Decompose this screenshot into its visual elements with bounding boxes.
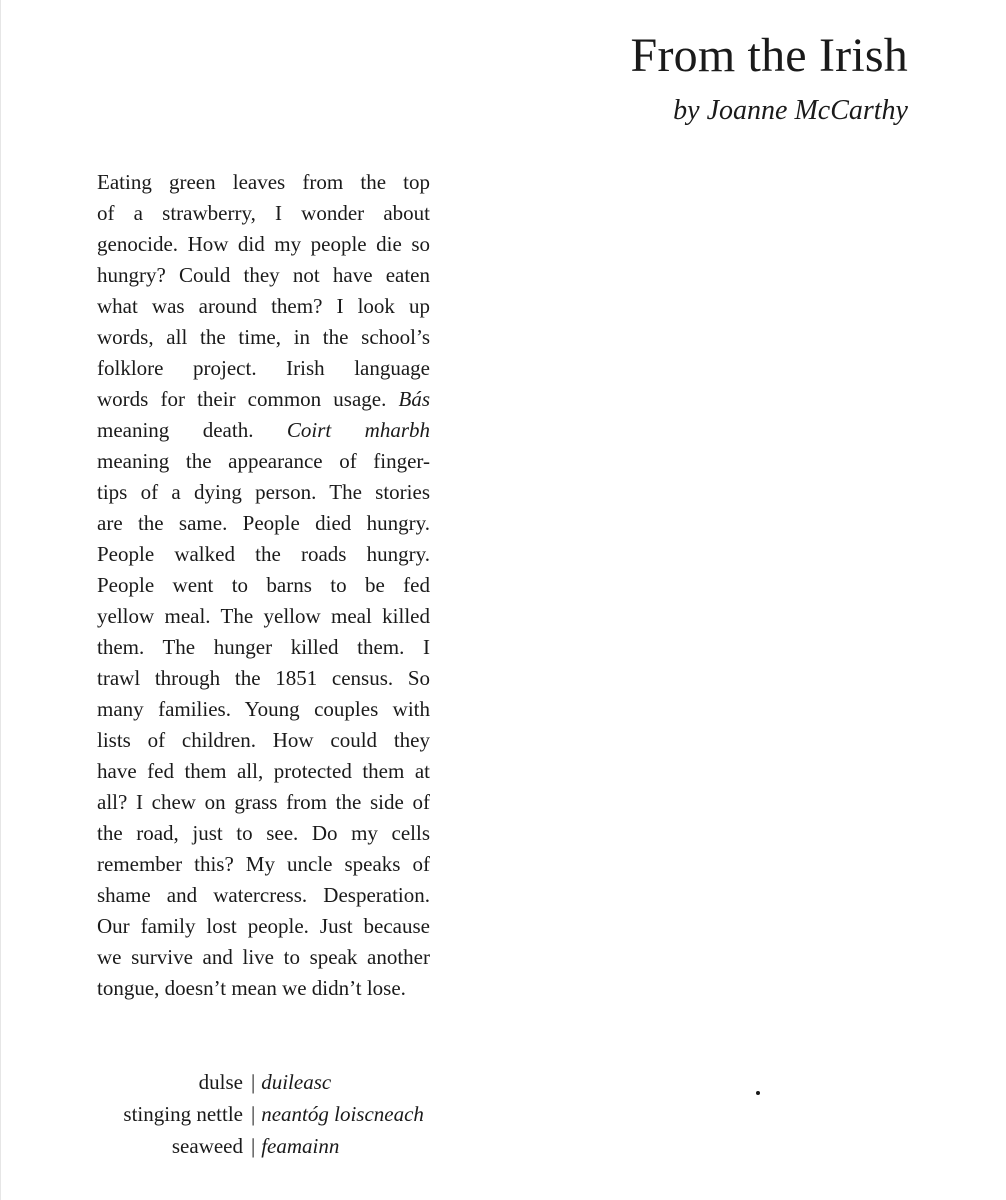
poem-line [97, 601, 430, 632]
glossary-row [97, 1098, 430, 1130]
glossary-row [97, 1130, 430, 1162]
irish-word: Coirt mharbh [286, 418, 430, 442]
poem-line-text: People walked the roads hungry. [97, 542, 430, 566]
poem-line [97, 787, 430, 818]
poem-line [97, 384, 430, 415]
poem-line-text: Our family lost people. Just because [97, 914, 430, 938]
poem-line-text: shame and watercress. Desperation. [97, 883, 430, 907]
glossary-english: seaweed [171, 1134, 243, 1158]
glossary-separator: | [251, 1070, 256, 1094]
poem-line [97, 291, 430, 322]
glossary-irish: feamainn [261, 1134, 340, 1158]
poem-line [97, 663, 430, 694]
poem-line-text: yellow meal. The yellow meal killed [97, 604, 430, 628]
stray-dot-mark [756, 1091, 760, 1095]
poem-line [97, 880, 430, 911]
poem-line [97, 818, 430, 849]
poem-line-text: them. The hunger killed them. I [97, 635, 430, 659]
glossary-english: stinging nettle [123, 1102, 243, 1126]
poem-title: From the Irish [630, 29, 908, 82]
glossary [97, 1066, 430, 1162]
glossary-row [97, 1066, 430, 1098]
poem-body [97, 167, 430, 1004]
poem-line-text: have fed them all, protected them at [97, 759, 430, 783]
poem-line [97, 942, 430, 973]
poem-line [97, 415, 430, 446]
poem-line [97, 508, 430, 539]
poem-line-text: the road, just to see. Do my cells [97, 821, 430, 845]
poem-line [97, 260, 430, 291]
poem-line [97, 446, 430, 477]
poem-line-text: Eating green leaves from the top [97, 170, 430, 194]
glossary-english: dulse [198, 1070, 243, 1094]
poem-line-text: trawl through the 1851 census. So [97, 666, 430, 690]
poem-line-text: all? I chew on grass from the side of [97, 790, 430, 814]
poem-line-text: lists of children. How could they [97, 728, 430, 752]
poem-line [97, 694, 430, 725]
glossary-separator: | [251, 1102, 256, 1126]
poem-line [97, 477, 430, 508]
poem-line-text: are the same. People died hungry. [97, 511, 430, 535]
glossary-irish: duileasc [261, 1070, 332, 1094]
author-byline: by Joanne McCarthy [673, 95, 908, 126]
glossary-irish: neantóg loiscneach [261, 1102, 424, 1126]
poem-line [97, 756, 430, 787]
poem-line [97, 849, 430, 880]
poem-line-text: People went to barns to be fed [97, 573, 430, 597]
poem-line-text: tips of a dying person. The stories [97, 480, 430, 504]
poem-line [97, 198, 430, 229]
poem-line-text: words, all the time, in the school’s [97, 325, 430, 349]
poem-line [97, 632, 430, 663]
poem-line-text: hungry? Could they not have eaten [97, 263, 430, 287]
irish-word: Bás [398, 387, 430, 411]
poem-line [97, 570, 430, 601]
poem-line-text: meaning the appearance of finger- [97, 449, 430, 473]
poem-line [97, 353, 430, 384]
poem-line-text: meaning death. [97, 418, 287, 442]
poem-line [97, 229, 430, 260]
poem-line-text: folklore project. Irish language [97, 356, 430, 380]
poem-line [97, 973, 430, 1004]
poem-line-text: genocide. How did my people die so [97, 232, 430, 256]
poem-line [97, 167, 430, 198]
poem-line [97, 725, 430, 756]
poem-line-text: remember this? My uncle speaks of [97, 852, 430, 876]
poem-line [97, 911, 430, 942]
poem-line [97, 322, 430, 353]
poem-line-text: we survive and live to speak another [97, 945, 430, 969]
poem-line-text: tongue, doesn’t mean we didn’t lose. [97, 976, 406, 1000]
poem-line [97, 539, 430, 570]
poem-line-text: many families. Young couples with [97, 697, 430, 721]
poem-line-text: words for their common usage. [97, 387, 399, 411]
poem-line-text: of a strawberry, I wonder about [97, 201, 430, 225]
poem-line-text: what was around them? I look up [97, 294, 430, 318]
glossary-separator: | [251, 1134, 256, 1158]
